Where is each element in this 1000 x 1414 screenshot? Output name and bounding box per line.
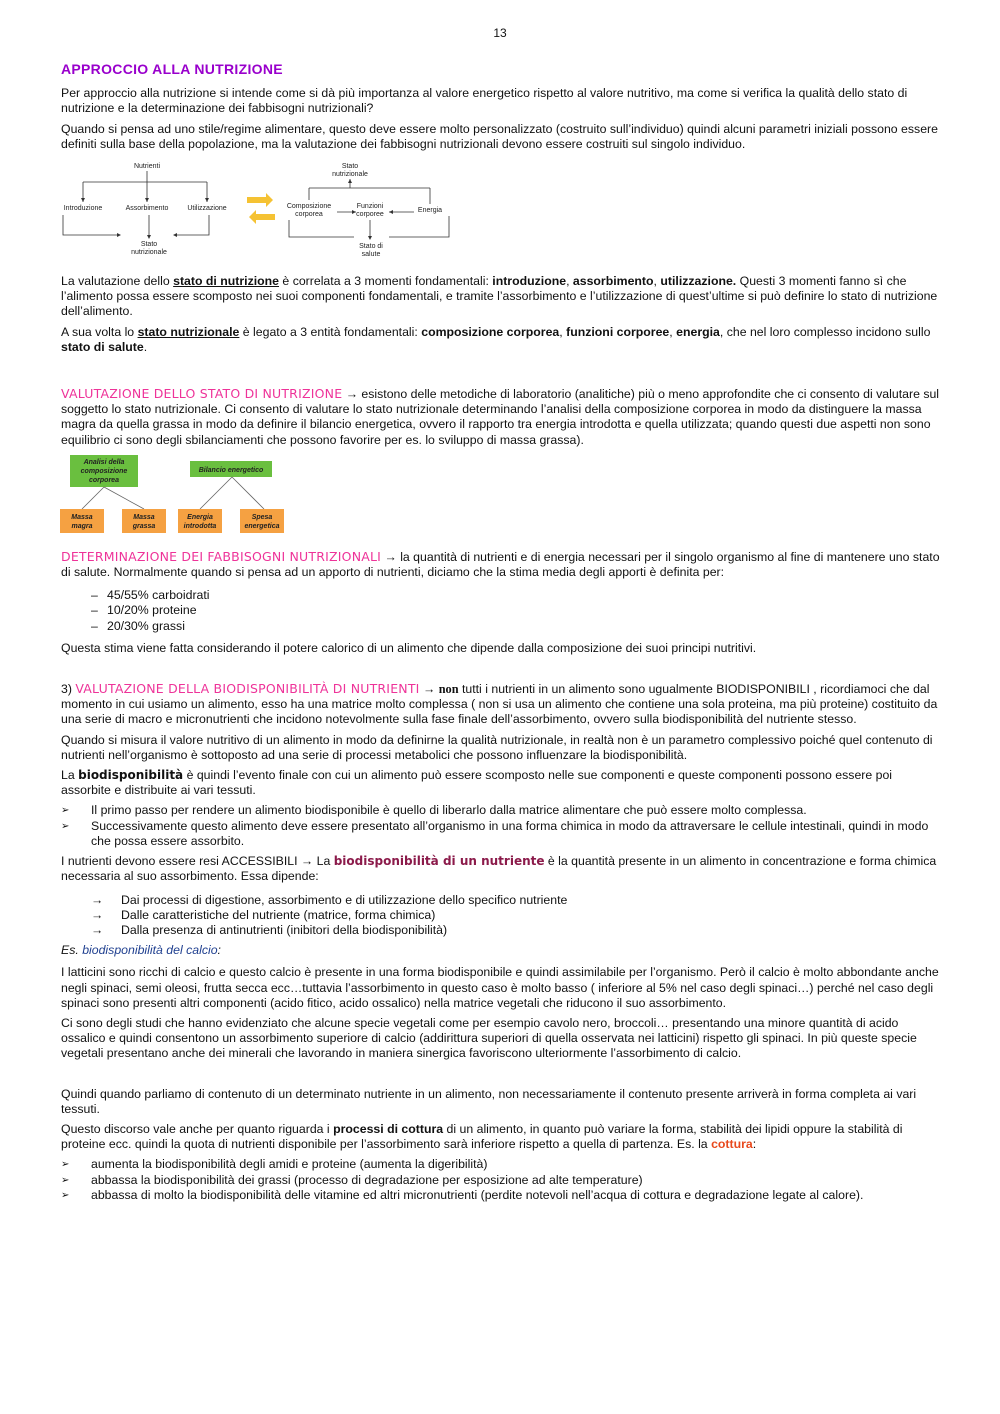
massa-grassa-2: grassa — [132, 522, 156, 530]
massa-magra-1: Massa — [71, 513, 93, 521]
macronutrient-list — [61, 588, 941, 634]
diagram-salute: salute — [361, 251, 381, 259]
list-item: – 10/20% proteine — [91, 603, 197, 618]
paragraph-stima: Questa stima viene fatta considerando il potere calorico di un alimento che dipende dalla composizione dei suoi principi nutritivi. — [61, 640, 757, 655]
diagram-stato-di: Stato di — [359, 243, 383, 251]
paragraph-4: A sua volta lo stato nutrizionale è legato a 3 entità fondamentali: composizione corporea, funzioni corporee, energia, che nel loro complesso incidono sullo stato di salute. — [61, 324, 931, 354]
diagram-energia: Energia — [417, 207, 443, 215]
steps-list — [61, 803, 941, 849]
energia-introdotta-1: Energia — [187, 513, 213, 521]
paragraph-valore-nutritivo: Quando si misura il valore nutritivo di un alimento in modo da definirne la qualità nutrizionale, in realtà non è un parametro complessivo poiché quel contenuto di nutrienti nell’organismo è sottoposto ad una serie di processi metabolici che possono influenzare la biodisponibilità. — [61, 732, 933, 762]
section-title: DETERMINAZIONE DEI FABBISOGNI NUTRIZIONALI — [61, 548, 382, 564]
section-biodisponibilita: 3) VALUTAZIONE DELLA BIODISPONIBILITÀ DI NUTRIENTI → non tutti i nutrienti in un alimento sono ugualmente BIODISPONIBILI , ricordiamoci che dal momento in cui usiamo un alimento, esso ha una matrice molto complessa ( non si usa un alimento che contiene una sola proteina, ma più proteine) costituito da una serie di macro e micronutrienti che incidono notevolmente sulla fase finale dell’assorbimento, ovvero sulla biodisponibilità del nutriente stesso. — [61, 681, 938, 727]
list-item: – 20/30% grassi — [91, 618, 185, 633]
double-arrow-icon — [247, 193, 275, 224]
paragraph-1: Per approccio alla nutrizione si intende come si dà più importanza al valore energetico rispetto al valore nutritivo, ma come si verifica la qualità dello stato di nutrizione e la determinazione dei fabbisogni nutrizionali? — [61, 86, 908, 116]
document-body — [61, 62, 941, 1208]
diagram-composizione: Composizione — [286, 203, 332, 211]
diagram-nutrienti: Nutrienti — [133, 163, 161, 171]
paragraph-contenuto: Quindi quando parliamo di contenuto di un determinato nutriente in un alimento, non necessariamente il contenuto presente arriverà in forma completa ai vari tessuti. — [61, 1086, 917, 1116]
analisi-line2: composizione — [80, 467, 128, 475]
spesa-energetica-2: energetica — [244, 522, 280, 530]
paragraph-2: Quando si pensa ad uno stile/regime alimentare, questo deve essere molto personalizzato (costruito sull’individuo) quindi alcuni parametri iniziali possono essere definiti sulla base della popolazione, ma la valutazione dei fabbisogni nutrizionali devono essere costruiti sul singolo individuo. — [61, 121, 938, 151]
cooking-effects-list — [61, 1157, 941, 1203]
paragraph-latticini: I latticini sono ricchi di calcio e questo calcio è presente in una forma biodisponibile e quindi assimilabile per l’organismo. Però il calcio è molto abbondante anche negli spinaci, semi oleosi, frutta secca ecc…tuttavia l’assorbimento in questo caso è molto basso ( inferiore al 5% nel caso degli spinaci…) perché nel caso degli spinaci sono presenti altri componenti (acido fitico, acido ossalico) nella matrice vegetali che riducono il suo assorbimento. — [61, 965, 939, 1010]
nutrition-flow-diagram — [59, 160, 459, 260]
paragraph-cottura: Questo discorso vale anche per quanto riguarda i processi di cottura di un alimento, in quanto può variare la forma, stabilità dei lipidi oppure la stabilità di proteine ecc. quindi la quota di nutrienti disponibile per l’assorbimento sarà inferiore rispetto a quella di partenza. Es. la cottura: — [61, 1121, 903, 1152]
section-valutazione-stato: VALUTAZIONE DELLO STATO DI NUTRIZIONE → esistono delle metodiche di laboratorio (analitiche) più o meno approfondite che ci consento di valutare sul soggetto lo stato nutrizionale. Ci consento di valutare lo stato nutrizionale determinando l’analisi della composizione corporea in modo da distinguere la massa magra da quella grassa in modo da definire il bilancio energetica, ovvero il rapporto tra energia introdotta e quella utilizzata; quando questi due aspetti non sono equilibrio ci sono degli sbilanciamenti che possono favorire per es. lo sviluppo di massa grassa). — [61, 386, 940, 447]
analisi-line1: Analisi della — [83, 458, 125, 466]
list-item: → Dalla presenza di antinutrienti (inibitori della biodisponibilità) — [91, 922, 448, 937]
list-item: ➢ aumenta la biodisponibilità degli amidi e proteine (aumenta la digeribilità) — [61, 1157, 488, 1172]
list-item: → Dalle caratteristiche del nutriente (matrice, forma chimica) — [91, 907, 436, 922]
diagram-introduzione: Introduzione — [63, 205, 103, 213]
diagram-assorbimento: Assorbimento — [125, 205, 169, 213]
diagram-funzioni: Funzioni — [356, 203, 384, 211]
diagram-right-stato: Stato — [341, 163, 359, 171]
example-label: Es. biodisponibilità del calcio: — [61, 943, 221, 958]
diagram-nutrizionale-label: nutrizionale — [131, 249, 167, 257]
section-fabbisogni: DETERMINAZIONE DEI FABBISOGNI NUTRIZIONALI → la quantità di nutrienti e di energia necessari per il singolo organismo al fine di mantenere uno stato di salute. Normalmente quando si pensa ad un apporto di nutrienti, diciamo che la stima media degli apporti è definita per: — [61, 548, 940, 580]
list-item: ➢ abbassa la biodisponibilità dei grassi (processo di degradazione per esposizione ad alte temperature) — [61, 1172, 643, 1187]
body-composition-diagram — [60, 453, 300, 537]
analisi-line3: corporea — [89, 476, 119, 484]
list-item: ➢ abbassa di molto la biodisponibilità delle vitamine ed altri micronutrienti (perdite notevoli nell’acqua di cottura e degradazione legate al calore). — [61, 1187, 864, 1202]
diagram-corporea: corporea — [295, 211, 323, 219]
diagram-utilizzazione: Utilizzazione — [187, 205, 227, 213]
paragraph-studi: Ci sono degli studi che hanno evidenziato che alcune specie vegetali come per esempio cavolo nero, broccoli… presentando una minore quantità di acido ossalico e quindi consentono un assorbimento superiore di calcio (addirittura superiori di quella osservata nei latticini) rispetto gli spinaci. In più queste specie vegetali presentano anche dei minerali che lavorando in maniera sinergica favoriscono ulteriormente l’assorbimento di calcio. — [61, 1015, 917, 1061]
paragraph-3: La valutazione dello stato di nutrizione è correlata a 3 momenti fondamentali: introduzione, assorbimento, utilizzazione. Questi 3 momenti fanno sì che l’alimento possa essere scomposto nei suoi componenti fondamentali, e tramite l’assorbimento e l’utilizzazione di quest’ultime si può definire lo stato di nutrizione dell’alimento. — [61, 274, 938, 319]
massa-grassa-1: Massa — [133, 513, 155, 521]
section-heading: APPROCCIO ALLA NUTRIZIONE — [61, 61, 283, 77]
list-item: ➢ Il primo passo per rendere un alimento biodisponibile è quello di liberarlo dalla matrice alimentare che può essere molto complessa. — [61, 803, 807, 818]
list-item: ➢ Successivamente questo alimento deve essere presentato all’organismo in una forma chimica in modo da attraversare le cellule intestinali, quindi in modo che possa essere assorbito. — [61, 818, 929, 848]
list-item: → Dai processi di digestione, assorbimento e di utilizzazione dello specifico nutriente — [91, 892, 568, 907]
diagram-corporee: corporee — [356, 211, 384, 219]
spesa-energetica-1: Spesa — [251, 513, 273, 521]
paragraph-accessibili: I nutrienti devono essere resi ACCESSIBILI → La biodisponibilità di un nutriente è la quantità presente in un alimento in concentrazione e forma chimica necessaria al suo assorbimento. Essa dipende: — [61, 854, 937, 884]
massa-magra-2: magra — [71, 522, 93, 530]
section-title: VALUTAZIONE DELLO STATO DI NUTRIZIONE — [61, 386, 343, 402]
section-title: VALUTAZIONE DELLA BIODISPONIBILITÀ DI NUTRIENTI — [75, 681, 420, 697]
energia-introdotta-2: introdotta — [183, 522, 217, 530]
diagram-stato-label: Stato — [140, 241, 158, 249]
page-number: 13 — [493, 26, 507, 40]
diagram-right-nutrizionale: nutrizionale — [332, 171, 368, 179]
paragraph-biodisponibilita-def: La biodisponibilità è quindi l’evento finale con cui un alimento può essere scomposto nelle sue componenti e queste componenti possono essere poi assorbite e distribuite ai vari tessuti. — [61, 768, 893, 798]
bilancio-label: Bilancio energetico — [198, 466, 264, 474]
factors-list — [61, 893, 941, 939]
list-item: – 45/55% carboidrati — [91, 588, 210, 603]
